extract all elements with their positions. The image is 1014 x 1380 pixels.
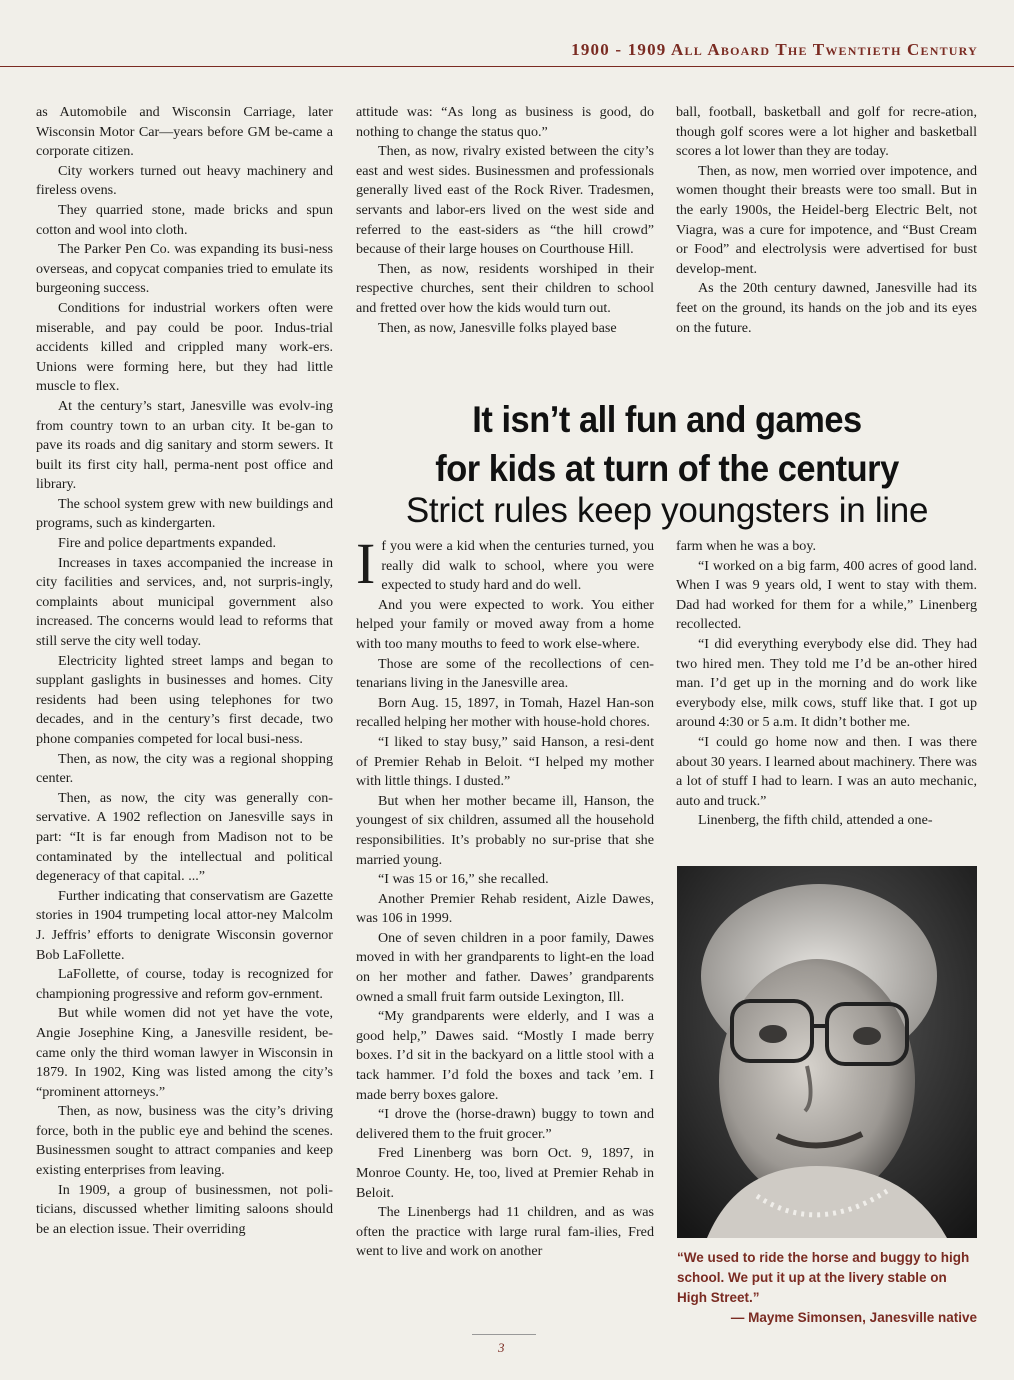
paragraph: Another Premier Rehab resident, Aizle Dawes, was 106 in 1999. <box>356 890 654 927</box>
paragraph: The Linenbergs had 11 children, and as was often the practice with large rural fam-ilies, Fred went to live and work on another <box>356 1204 654 1260</box>
paragraph: attitude was: “As long as business is good, do nothing to change the status quo.” <box>356 104 654 140</box>
caption-quote: “We used to ride the horse and buggy to high school. We put it up at the livery stable on High Street.” <box>677 1250 970 1305</box>
paragraph: “I could go home now and then. I was there about 30 years. I learned about machinery. There was a lot of stuff I had to learn. I was an auto mechanic, auto and truck.” <box>676 733 977 809</box>
column-1 <box>36 103 333 1239</box>
paragraph: “I liked to stay busy,” said Hanson, a resi-dent of Premier Rehab in Beloit. “I helped my mother with little things. I dusted.” <box>356 733 654 790</box>
lead-text: f you were a kid when the centuries turned, you really did walk to school, where you were expected to study hard and do well. <box>381 538 654 594</box>
lead-paragraph <box>356 531 654 596</box>
paragraph: Fire and police departments expanded. <box>58 535 276 552</box>
paragraph: LaFollette, of course, today is recognized for championing progressive and reform gov-ernment. <box>36 966 333 1002</box>
paragraph: Linenberg, the fifth child, attended a one- <box>698 812 933 829</box>
paragraph: The Parker Pen Co. was expanding its busi-ness overseas, and copycat companies tried to emulate its burgeoning success. <box>36 241 333 297</box>
column-3 <box>676 103 977 338</box>
paragraph: Born Aug. 15, 1897, in Tomah, Hazel Han-son recalled helping her mother with house-hold chores. <box>356 694 654 731</box>
paragraph: ball, football, basketball and golf for recre-ation, though golf scores were a lot higher and basketball scores a lot lower than they are today. <box>676 104 977 160</box>
paragraph: farm when he was a boy. <box>676 538 816 554</box>
running-head: 1900 - 1909 All Aboard The Twentieth Century <box>571 40 978 59</box>
page-number: 3 <box>498 1340 505 1355</box>
paragraph: In 1909, a group of businessmen, not poli-ticians, discussed whether limiting saloons should be an election issue. Their overriding <box>36 1181 333 1237</box>
article-column-2 <box>676 537 977 831</box>
portrait-image <box>677 866 977 1238</box>
drop-cap: I <box>356 531 376 596</box>
photo-caption <box>677 1248 977 1328</box>
paragraph: Then, as now, rivalry existed between the city’s east and west sides. Businessmen and professionals generally lived east of the Rock River. Tradesmen, servants and labor-ers lived on the west side and referred to the east-siders as “the hill crowd” because of their large houses on Courthouse Hill. <box>356 143 654 258</box>
paragraph: As the 20th century dawned, Janesville had its feet on the ground, its hands on the job and its eyes on the future. <box>676 280 977 336</box>
paragraph: “I did everything everybody else did. They had two hired men. They told me I’d be an-other hired man. I’d get up in the morning and do work like everybody else, milk cows, stuff like that. I got up around 4:30 or 5 a.m. It didn’t bother me. <box>676 635 977 731</box>
paragraph: At the century’s start, Janesville was evolv-ing from country town to an urban city. It be-gan to pave its roads and dig sanitary and storm sewers. It built its first city hall, perma-nent post office and library. <box>36 397 333 493</box>
paragraph: “I was 15 or 16,” she recalled. <box>378 871 549 888</box>
paragraph: Then, as now, business was the city’s driving force, both in the public eye and behind the scenes. Businessmen sought to attract companies and keep existing enterprises from leaving. <box>36 1103 333 1179</box>
paragraph: Further indicating that conservatism are Gazette stories in 1904 trumpeting local attor-ney Malcolm J. Jeffris’ efforts to denigrate Wisconsin governor Bob LaFollette. <box>36 887 333 963</box>
paragraph: They quarried stone, made bricks and spun cotton and wool into cloth. <box>36 201 333 238</box>
paragraph: Electricity lighted street lamps and began to supplant gaslights in businesses and homes. City residents had been using telephones for two decades, and in the century’s first decade, two phone companies competed for local busi-ness. <box>36 652 333 747</box>
paragraph: Then, as now, Janesville folks played base <box>378 319 617 336</box>
article-subhead: Strict rules keep youngsters in line <box>405 491 929 530</box>
caption-attribution: — Mayme Simonsen, Janesville native <box>730 1310 977 1325</box>
footer-rule <box>472 1334 536 1335</box>
article-headline-line-2: for kids at turn of the century <box>435 448 899 489</box>
paragraph: And you were expected to work. You either helped your family or moved away from a home with too many mouths to feed to work else-where. <box>356 596 654 652</box>
paragraph: Then, as now, the city was generally con-servative. A 1902 reflection on Janesville says in part: “It is far enough from Madison not to be contaminated by the intellectual and political degeneracy of that capital. ...” <box>36 789 333 885</box>
header-rule <box>0 66 1014 67</box>
paragraph: But while women did not yet have the vote, Angie Josephine King, a Janesville resident, be-came only the third woman lawyer in Wisconsin in 1879. In 1902, King was listed among the city’s “prominent attorneys.” <box>36 1005 333 1100</box>
paragraph: The school system grew with new buildings and programs, such as kindergarten. <box>36 495 333 532</box>
paragraph: as Automobile and Wisconsin Carriage, later Wisconsin Motor Car—years before GM be-came a corporate citizen. <box>36 104 333 160</box>
paragraph: One of seven children in a poor family, Dawes moved in with her grandparents to light-en the load on her mother and father. Dawes’ grandparents owned a small fruit farm outside Lexington, Ill. <box>356 929 654 1005</box>
paragraph: Fred Linenberg was born Oct. 9, 1897, in Monroe County. He, too, lived at Premier Rehab in Beloit. <box>356 1145 654 1201</box>
portrait-photo <box>677 866 977 1238</box>
paragraph: Conditions for industrial workers often were miserable, and pay could be poor. Indus-trial accidents killed and crippled many work-ers. Unions were forming here, but they had little muscle to flex. <box>36 299 333 395</box>
article-column-1 <box>356 531 654 1262</box>
paragraph: Then, as now, residents worshiped in their respective churches, sent their children to school and fretted over how the kids would turn out. <box>356 260 654 316</box>
paragraph: Then, as now, men worried over impotence, and women thought their breasts were too small. But in the early 1900s, the Heidel-berg Electric Belt, not Viagra, was a cure for impotence, and “Bust Cream or Food” and electrolysis were advertised for bust develop-ment. <box>676 162 977 277</box>
paragraph: City workers turned out heavy machinery and fireless ovens. <box>36 162 333 199</box>
paragraph: “I drove the (horse-drawn) buggy to town and delivered them to the fruit grocer.” <box>356 1106 654 1142</box>
paragraph: “I worked on a big farm, 400 acres of good land. When I was 9 years old, I went to stay with them. Dad had worked for them for a while,” Linenberg recollected. <box>676 557 977 633</box>
paragraph: Then, as now, the city was a regional shopping center. <box>36 750 333 787</box>
paragraph: But when her mother became ill, Hanson, the youngest of six children, assumed all the household responsibilities. It’s probably no sur-prise that she married young. <box>356 792 654 868</box>
paragraph: Those are some of the recollections of cen-tenarians living in the Janesville area. <box>356 655 654 692</box>
article-headline-line-1: It isn’t all fun and games <box>472 399 862 440</box>
paragraph: “My grandparents were elderly, and I was a good help,” Dawes said. “Mostly I made berry boxes. I’d sit in the backyard on a little stool with a tack hammer. I’d fold the boxes and tack ’em. I made berry boxes galore. <box>356 1008 654 1103</box>
column-2 <box>356 103 654 338</box>
paragraph: Increases in taxes accompanied the increase in city facilities and services, and, not surpris-ingly, complaints about municipal government also increased. The concerns would lead to reforms that still serve the city well today. <box>36 554 333 650</box>
